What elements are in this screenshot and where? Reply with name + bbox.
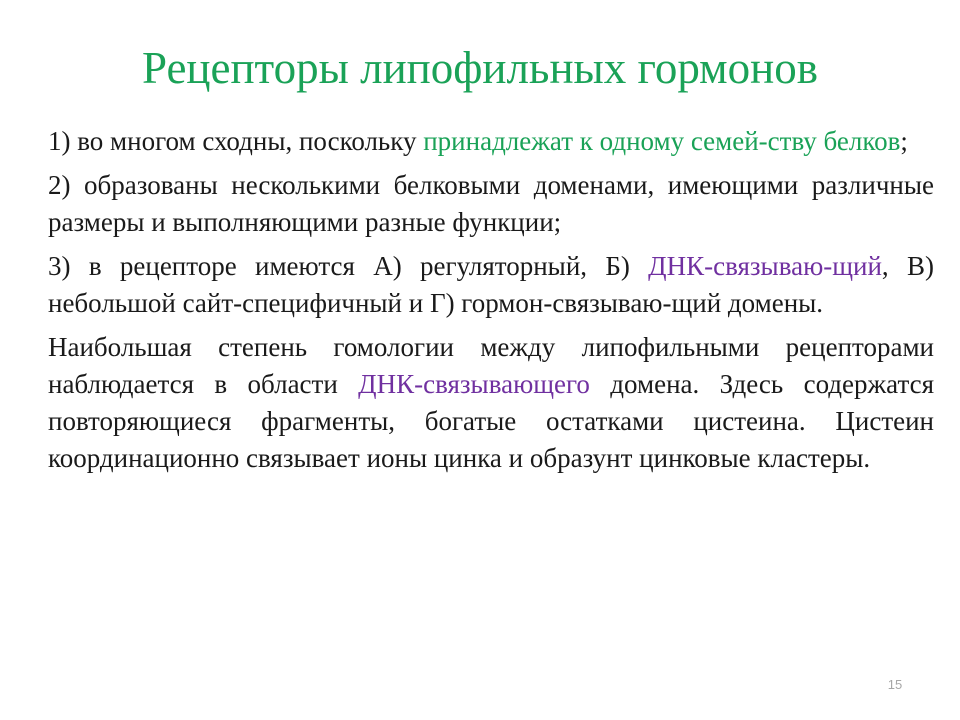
homology-text-end: домена. Здесь содержатся повторяющиеся фрагменты, богатые остатками цистеина. Цистеин координационно связывает ионы цинка и образунт цинковые кластеры. xyxy=(48,369,934,473)
slide-body xyxy=(48,123,934,484)
point-3-text-end: , В) небольшой сайт-специфичный и Г) гормон-связываю-щий домены. xyxy=(48,251,934,318)
point-3-text-start: 3) в рецепторе имеются А) регуляторный, Б) xyxy=(48,251,649,281)
slide-title: Рецепторы липофильных гормонов xyxy=(142,43,818,93)
point-1-text-end: ; xyxy=(900,126,908,156)
homology-paragraph xyxy=(48,329,934,477)
homology-text-start: Наибольшая степень гомологии между липофильными рецепторами наблюдается в области xyxy=(48,332,934,399)
point-1-text-start: 1) во многом сходны, поскольку xyxy=(48,126,424,156)
protein-family-highlight: принадлежат к одному семей-ству белков xyxy=(423,126,901,156)
point-2-paragraph: 2) образованы несколькими белковыми доменами, имеющими различные размеры и выполняющими разные функции; xyxy=(48,170,934,237)
page-number: 15 xyxy=(887,677,903,692)
dna-binding-highlight: ДНК-связываю-щий xyxy=(648,251,882,281)
point-3-paragraph xyxy=(48,248,934,322)
dna-binding-domain-highlight: ДНК-связывающего xyxy=(358,369,590,399)
point-1-paragraph xyxy=(48,123,934,160)
